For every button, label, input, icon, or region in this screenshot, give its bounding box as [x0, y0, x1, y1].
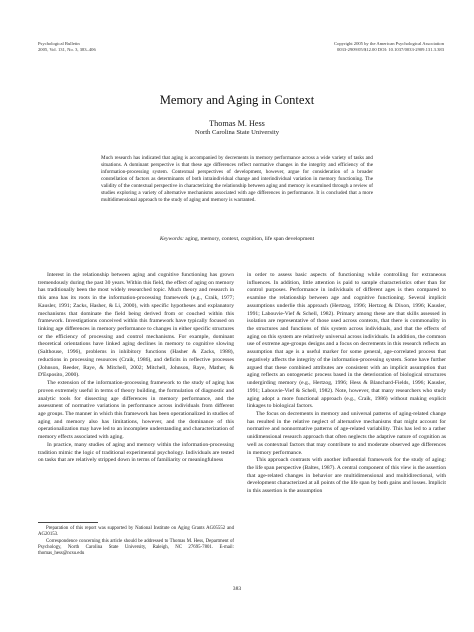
body-paragraph: This approach contrasts with another influential framework for the study of aging: the life span perspective (Baltes, 1987). A central component of this view is the assertion that age-related changes in behavior are multidimensional and multidirectional, with development characterized at all points of the life span by both gains and losses. Implicit in this assertion is the assumption	[247, 457, 446, 495]
doi-line: 0033-2909/05/$12.00 DOI: 10.1037/0033-2909.131.3.383	[336, 46, 444, 52]
author-affiliation: North Carolina State University	[194, 129, 280, 136]
body-paragraph: The focus on decrements in memory and universal patterns of aging-related change has resulted in the relative neglect of alternative mechanisms that might account for normative and nonnormative patterns of age-related variability. This has led to a rather unidimensional research approach that often neglects the adaptive nature of cognition as well as contextual factors that may contribute to and moderate observed age differences in memory performance.	[247, 410, 446, 456]
keywords-line	[0, 236, 474, 242]
abstract	[101, 155, 373, 204]
keywords-label: Keywords:	[159, 236, 184, 242]
body-paragraph: The extension of the information-processing framework to the study of aging has proven extremely useful in terms of theory building, the formulation of diagnostic and analytic tools for dissecting age differences in memory performance, and the assessment of normative variations in performance across individuals from different age groups. The manner in which this framework has been operationalized in studies of aging and memory also has limitations, however, and the dominance of this operationalization may have led to an incomplete understanding and characterization of memory effects associated with aging.	[38, 380, 235, 441]
body-column-left	[38, 272, 234, 465]
footnotes	[38, 526, 234, 558]
page-number: 383	[232, 586, 242, 592]
footnote-correspondence: Correspondence concerning this article should be addressed to Thomas M. Hess, Department of Psychology, North Carolina State University, Raleigh, NC 27695-7801. E-mail: thomas_hess@ncsu.edu	[38, 538, 234, 557]
footnote-funding: Preparation of this report was supported by National Institute on Aging Grants AG05552 and AG20153.	[38, 526, 234, 538]
running-header-right	[334, 41, 444, 52]
body-paragraph: In practice, many studies of aging and memory within the information-processing tradition mimic the logic of traditional experimental psychology. Individuals are tested on tasks that are relatively stripped down in terms of familiarity or meaningfulness	[38, 441, 234, 464]
footnote-divider	[38, 522, 98, 523]
running-header-left	[38, 41, 96, 52]
article-title: Memory and Aging in Context	[159, 93, 315, 107]
journal-name: Psychological Bulletin	[38, 41, 80, 46]
author-name: Thomas M. Hess	[209, 119, 265, 128]
body-column-right	[247, 272, 446, 496]
keywords-text: aging, memory, context, cognition, life span development	[185, 236, 315, 242]
copyright-notice: Copyright 2005 by the American Psychological Association	[334, 41, 444, 46]
body-paragraph: in order to assess basic aspects of functioning while controlling for extraneous influences. In addition, little attention is paid to sample characteristics other than for control purposes. Performance in individuals of different ages is then compared to examine the relationship between age and cognitive functioning. Several implicit assumptions underlie this approach (Hertzog, 1996; Hertzog & Dixon, 1996; Kausler, 1991; Labouvie-Vief & Schell, 1982). Primary among these are that skills assessed in isolation are representative of those used across contexts, that there is commonality in the structures and functions of this system across individuals, and that the effects of aging on this system are relatively universal across individuals. In addition, the common use of extreme age-groups designs and a focus on decrements in this research reflects an assumption that age is a useful marker for some general, age-correlated process that negatively affects the integrity of the information-processing system. Some have further argued that these combined attributes are consistent with an implicit assumption that aging reflects an ontogenetic process based in the deterioration of biological structures undergirding memory (e.g., Hertzog, 1996; Hess & Blanchard-Fields, 1996; Kausler, 1991; Labouvie-Vief & Schell, 1982). Note, however, that many researchers who study aging adopt a more functional approach (e.g., Craik, 1986) without making explicit linkages to biological factors.	[247, 272, 446, 410]
journal-issue: 2005, Vol. 131, No. 3, 383–406	[38, 46, 96, 52]
abstract-text: Much research has indicated that aging is accompanied by decrements in memory performance across a wide variety of tasks and situations. A dominant perspective is that these age differences reflect normative changes in the integrity and efficiency of the information-processing system. Contextual perspectives of development, however, argue for consideration of a broader constellation of factors as determinants of both intraindividual change and interindividual variation in memory functioning. The validity of the contextual perspective in characterizing the relationship between aging and memory is examined through a review of studies exploring a variety of alternative mechanisms associated with age differences in performance. It is concluded that a more multidimensional approach to the study of aging and memory is warranted.	[101, 155, 373, 203]
body-paragraph: Interest in the relationship between aging and cognitive functioning has grown tremendously during the past 30 years. Within this field, the effect of aging on memory has traditionally been the most widely researched topic. Much theory and research in this area has its roots in the information-processing framework (e.g., Craik, 1977; Kausler, 1991; Zacks, Hasher, & Li, 2000), with specific hypotheses and explanatory mechanisms that dominate the field being derived from or couched within this framework. Investigations conceived within this framework have typically focused on linking age differences in memory performance to changes in either specific structures or the efficiency of processing and control mechanisms. For example, dominant theoretical orientations have linked aging declines in memory to cognitive slowing (Salthouse, 1996), problems in inhibitory functions (Hasher & Zacks, 1988), reductions in processing resources (Craik, 1986), and deficits in reflective processes (Johnson, Reeder, Raye, & Mitchell, 2002; Mitchell, Johnson, Raye, Mather, & D'Esposito, 2000).	[38, 272, 234, 379]
